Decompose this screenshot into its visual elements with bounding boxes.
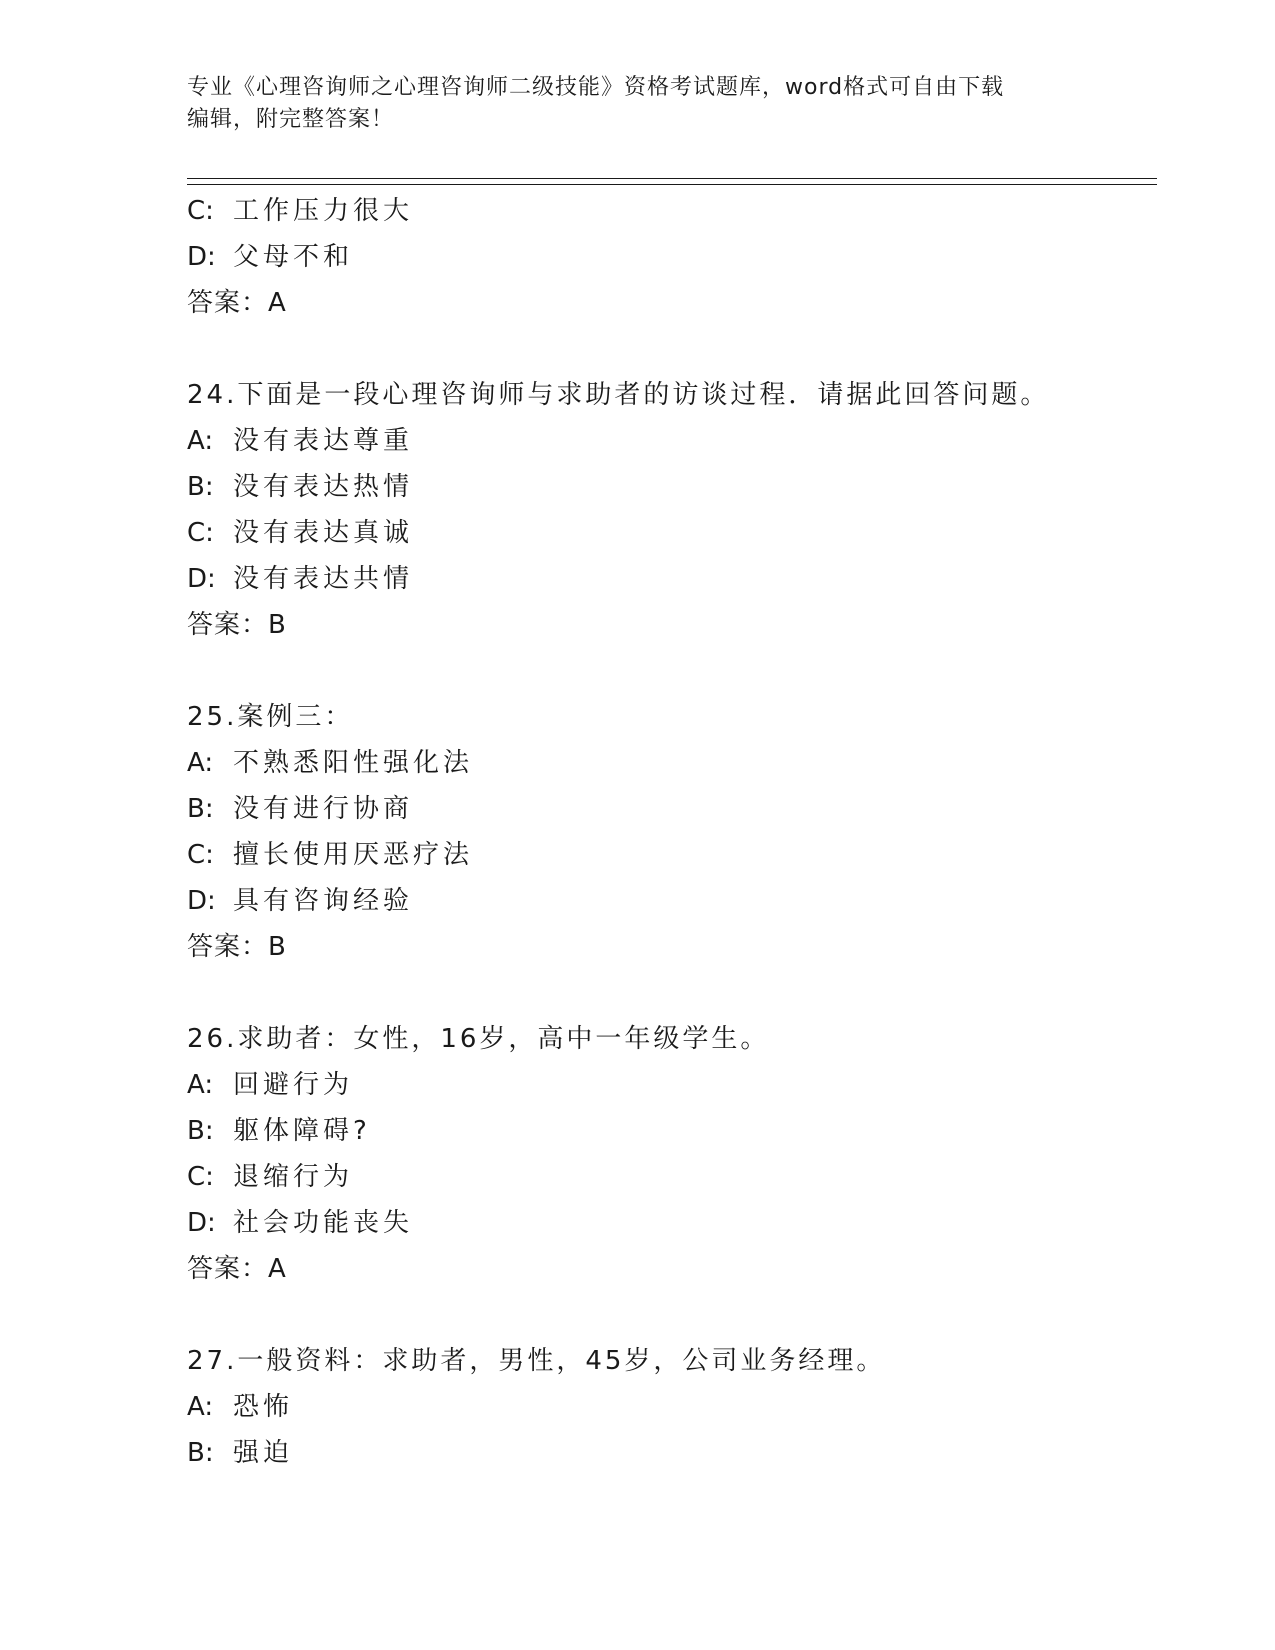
option-text: 强迫 — [233, 1438, 294, 1468]
option-c — [187, 1154, 1157, 1200]
option-text: 擅长使用厌恶疗法 — [233, 840, 474, 870]
option-text: 没有表达尊重 — [233, 426, 414, 456]
option-label: A: — [187, 426, 214, 456]
option-a — [187, 740, 1157, 786]
option-c — [187, 510, 1157, 556]
option-label: D: — [187, 1208, 216, 1238]
option-label: C: — [187, 1162, 214, 1192]
question-stem: 27.一般资料：求助者，男性，45岁，公司业务经理。 — [187, 1346, 886, 1376]
answer-line: 答案：B — [187, 610, 287, 640]
option-label: C: — [187, 840, 214, 870]
option-label: D: — [187, 242, 216, 272]
option-label: B: — [187, 1116, 214, 1146]
option-text: 恐怖 — [233, 1392, 294, 1422]
option-text: 父母不和 — [233, 242, 354, 272]
option-text: 躯体障碍? — [233, 1116, 371, 1146]
option-b — [187, 464, 1157, 510]
option-text: 没有表达热情 — [233, 472, 414, 502]
option-text: 不熟悉阳性强化法 — [233, 748, 474, 778]
option-text: 具有咨询经验 — [233, 886, 414, 916]
option-label: D: — [187, 564, 216, 594]
option-text: 没有表达共情 — [233, 564, 414, 594]
option-label: A: — [187, 1392, 214, 1422]
option-label: B: — [187, 794, 214, 824]
option-b — [187, 1430, 1157, 1476]
option-text: 退缩行为 — [233, 1162, 354, 1192]
question-block-24 — [187, 372, 1157, 648]
page-header — [187, 72, 1087, 136]
option-a — [187, 418, 1157, 464]
option-label: B: — [187, 1438, 214, 1468]
option-d — [187, 234, 1157, 280]
option-text: 回避行为 — [233, 1070, 354, 1100]
option-label: B: — [187, 472, 214, 502]
question-block-26 — [187, 1016, 1157, 1292]
option-a — [187, 1384, 1157, 1430]
question-stem: 26.求助者：女性，16岁，高中一年级学生。 — [187, 1024, 770, 1054]
option-b — [187, 786, 1157, 832]
header-line-1: 专业《心理咨询师之心理咨询师二级技能》资格考试题库，word格式可自由下载 — [187, 75, 1005, 100]
question-list — [187, 188, 1157, 1476]
option-text: 没有进行协商 — [233, 794, 414, 824]
question-block-27 — [187, 1338, 1157, 1476]
answer-line: 答案：A — [187, 1254, 287, 1284]
option-d — [187, 556, 1157, 602]
option-a — [187, 1062, 1157, 1108]
option-label: A: — [187, 748, 214, 778]
question-stem: 24.下面是一段心理咨询师与求助者的访谈过程．请据此回答问题。 — [187, 380, 1050, 410]
option-label: C: — [187, 196, 214, 226]
answer-line: 答案：B — [187, 932, 287, 962]
option-d — [187, 1200, 1157, 1246]
option-b — [187, 1108, 1157, 1154]
question-stem: 25.案例三： — [187, 702, 354, 732]
answer-line: 答案：A — [187, 288, 287, 318]
option-c — [187, 832, 1157, 878]
option-text: 社会功能丧失 — [233, 1208, 414, 1238]
header-double-rule — [187, 178, 1157, 185]
document-page — [187, 0, 1157, 1650]
question-block-23 — [187, 188, 1157, 326]
option-d — [187, 878, 1157, 924]
option-label: D: — [187, 886, 216, 916]
option-label: C: — [187, 518, 214, 548]
option-label: A: — [187, 1070, 214, 1100]
header-line-2: 编辑，附完整答案！ — [187, 107, 395, 132]
option-text: 工作压力很大 — [233, 196, 414, 226]
option-c — [187, 188, 1157, 234]
question-block-25 — [187, 694, 1157, 970]
option-text: 没有表达真诚 — [233, 518, 414, 548]
